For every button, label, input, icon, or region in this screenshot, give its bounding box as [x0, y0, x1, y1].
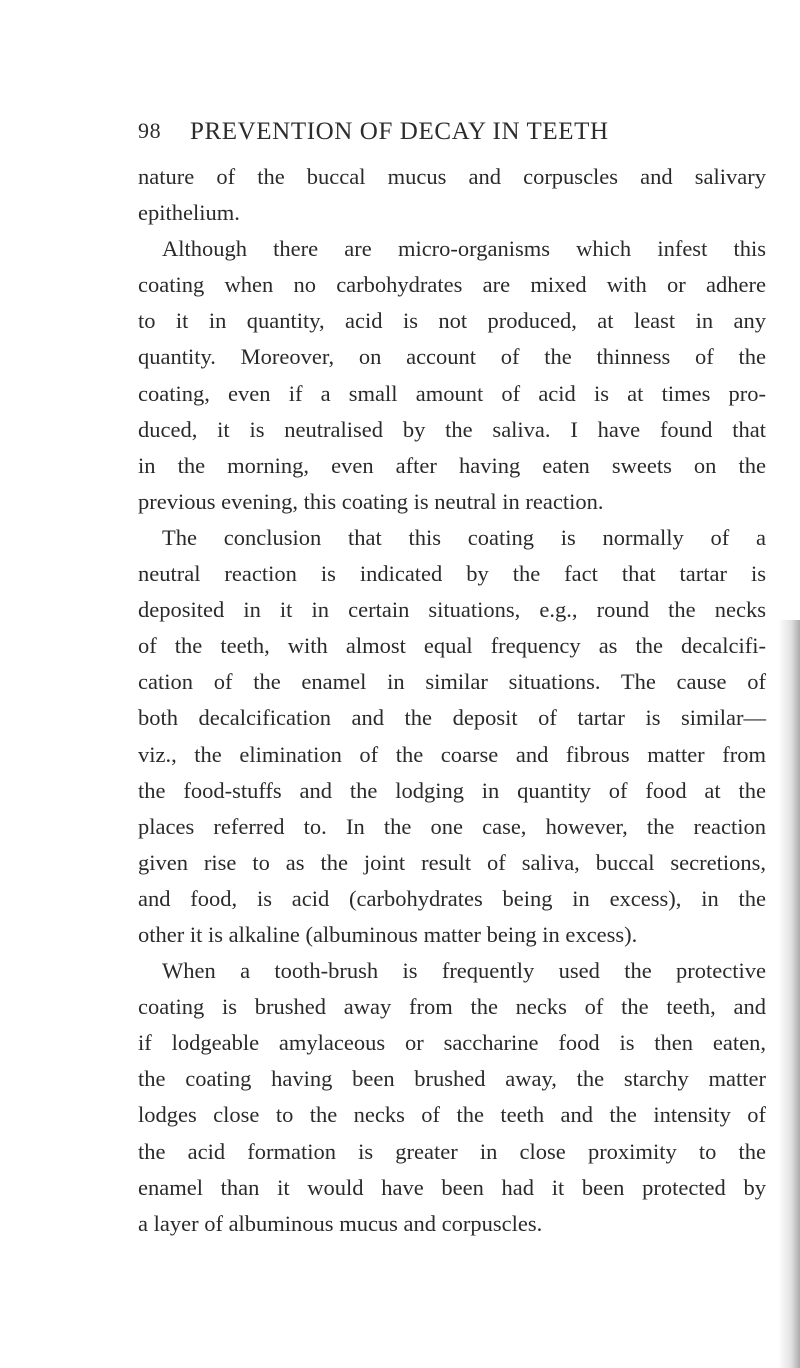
text-line: to it in quantity, acid is not produced, at least in any	[138, 308, 766, 334]
text-line: duced, it is neutralised by the saliva. I have found that	[138, 416, 766, 442]
running-head-title: PREVENTION OF DECAY IN TEETH	[190, 118, 609, 145]
running-head	[138, 118, 698, 154]
text-line: in the morning, even after having eaten sweets on the	[138, 452, 766, 478]
paragraph-start-line: The conclusion that this coating is normally of a	[162, 524, 766, 550]
text-line: the food-stuffs and the lodging in quantity of food at the	[138, 777, 766, 803]
text-line: other it is alkaline (albuminous matter being in excess).	[138, 921, 638, 947]
text-line: quantity. Moreover, on account of the thinness of the	[138, 344, 766, 370]
text-line: enamel than it would have been had it been protected by	[138, 1174, 766, 1200]
text-line: both decalcification and the deposit of tartar is similar—	[138, 705, 766, 731]
page-edge-shadow	[778, 620, 800, 1368]
text-line: of the teeth, with almost equal frequency as the decalcifi-	[138, 633, 766, 659]
text-line: coating, even if a small amount of acid is at times pro-	[138, 380, 766, 406]
page-number: 98	[138, 118, 162, 143]
text-line: places referred to. In the one case, however, the reaction	[138, 813, 766, 839]
body-text	[138, 159, 766, 1242]
text-line: coating is brushed away from the necks of the teeth, and	[138, 994, 766, 1020]
text-line: a layer of albuminous mucus and corpuscles.	[138, 1210, 543, 1236]
text-line: the acid formation is greater in close proximity to the	[138, 1138, 766, 1164]
text-line: nature of the buccal mucus and corpuscles and salivary	[138, 164, 766, 189]
text-line: and food, is acid (carbohydrates being in excess), in the	[138, 885, 766, 911]
text-line: neutral reaction is indicated by the fact that tartar is	[138, 561, 766, 587]
text-line: if lodgeable amylaceous or saccharine food is then eaten,	[138, 1030, 766, 1056]
text-line: cation of the enamel in similar situations. The cause of	[138, 669, 766, 695]
text-line: epithelium.	[138, 200, 240, 226]
text-line: viz., the elimination of the coarse and fibrous matter from	[138, 741, 766, 767]
text-line: lodges close to the necks of the teeth and the intensity of	[138, 1102, 766, 1128]
paragraph-start-line: When a tooth-brush is frequently used the protective	[162, 958, 766, 984]
paragraph-start-line: Although there are micro-organisms which infest this	[162, 236, 766, 262]
text-line: previous evening, this coating is neutral in reaction.	[138, 488, 604, 514]
text-line: the coating having been brushed away, the starchy matter	[138, 1066, 766, 1092]
text-line: coating when no carbohydrates are mixed with or adhere	[138, 272, 766, 298]
text-line: deposited in it in certain situations, e.g., round the necks	[138, 597, 766, 623]
text-line: given rise to as the joint result of saliva, buccal secretions,	[138, 849, 766, 875]
